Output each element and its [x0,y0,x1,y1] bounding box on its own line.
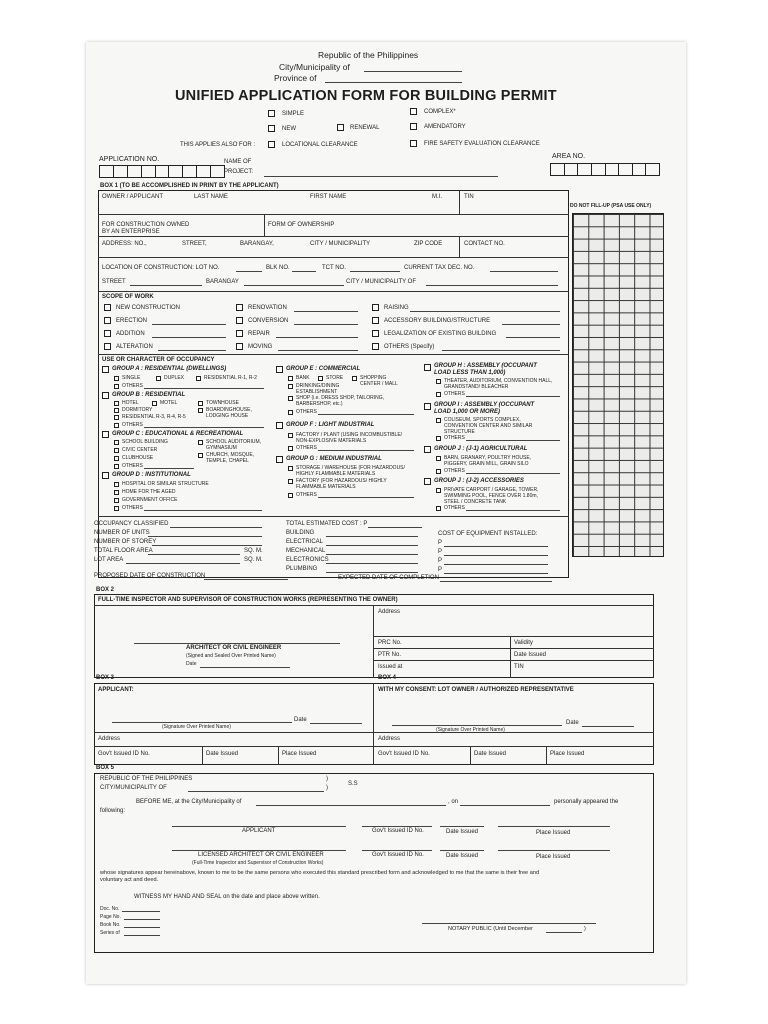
drinking-checkbox[interactable] [288,384,293,389]
box2-title: FULL-TIME INSPECTOR AND SUPERVISOR OF CONSTRUCTION WORKS (REPRESENTING THE OWNER) [98,597,398,603]
owner-address-label: Address [378,736,401,742]
locational-checkbox[interactable] [268,141,275,148]
complex-label: COMPLEX* [424,109,456,115]
psa-use-grid [572,213,664,557]
group-i-label: GROUP I : ASSEMBLY (OCCUPANT [434,402,535,408]
form-title: UNIFIED APPLICATION FORM FOR BUILDING PERMIT [175,88,557,104]
area-no-label: AREA NO. [552,153,586,160]
group-h-others-checkbox[interactable] [436,392,441,397]
occupancy-title: USE OR CHARACTER OF OCCUPANCY [102,357,215,363]
applicant-address-label: Address [98,736,121,742]
group-a-label: GROUP A : RESIDENTIAL (DWELLINGS) [112,366,227,372]
scope-raising-checkbox[interactable] [372,304,379,311]
permit-form-paper: Republic of the Philippines City/Municipality of Province of UNIFIED APPLICATION FORM FOR BUILDING PERMIT SIMPLE COMPLEX* NEW RENEWAL AMENDATORY THIS APPLIES ALSO FOR : LOCATIONAL CLEARANCE FIRE SAFETY EVALUATION CLEARANCE APPLICATION NO. NAME OF PROJECT: AREA NO. BOX 1 (TO BE ACCOMPLISHED IN PRINT BY THE APPLICANT) OWNER / APPLICANT LAST NAME FIRST NAME M.I. TIN FOR CONSTRUCTION OWNED BY AN ENTERPRISE FORM OF OWNERSHIP ADDRESS: NO., STREET, BARANGAY, CITY / MUNICIPALITY ZIP CODE CONTACT NO. LOCATION OF CONSTRUCTION: LOT NO. BLK NO. TCT NO. CURRENT TAX DEC. NO. STREET BARANGAY CITY / MUNICIPALITY OF SCOPE OF WORK NEW CONSTRUCTION ERECTION ADDITION ALTERATION RENOVATION CONVERSION REPAIR MOVING RAISING ACCESSORY BUILDING/STRUCTURE LEGALIZATION OF EXISTING BUILDING OTHERS (Specify) USE OR CHARACTER OF OCCUPANCY GROUP A : RESIDENTIAL (DWELLINGS) SINGLE DUPLEX RESIDENTIAL R-1, R-2 OTHERS GROUP B : RESIDENTIAL HOTEL MOTEL TOWNHOUSE DORMITORY BOARDINGHOUSE, LODGING HOUSE RESIDENTIAL R-3, R-4, R-5 OTHERS GROUP C : EDUCATIONAL & RECREATIONAL SCHOOL BUILDING SCHOOL AUDITORIUM, GYMNASIUM CIVIC CENTER CLUBHOUSE CHURCH, MOSQUE, TEMPLE, CHAPEL OTHERS GROUP D : INSTITUTIONAL HOSPITAL OR SIMILAR STRUCTURE HOME FOR THE AGED GOVERNMENT OFFICE OTHERS GROUP E : COMMERCIAL BANK STORE SHOPPING CENTER / MALL DRINKING/DINING ESTABLISHMENT SHOP (i.e. DRESS SHOP, TAILORING, BARBERSHOP, etc.) OTHERS GROUP F : LIGHT INDUSTRIAL FACTORY / PLANT (USING INCOMBUSTIBLE/ NON-EXPLOSIVE MATERIALS OTHERS GROUP G : MEDIUM INDUSTRIAL STORAGE / WAREHOUSE (FOR HAZARDOUS/ HIGHLY FLAMMABLE MATERIALS FACTORY (FOR HAZARDOUS/ HIGHLY FLAMMABLE MATERIALS OTHERS GROUP H : ASSEMBLY (OCCUPANT LOAD LESS THAN 1,000) THEATER, AUDITORIUM, CONVENTION HALL, GRANDSTAND/ BLEACHER OTHERS GROUP I : ASSEMBLY (OCCUPANT LOAD 1,000 OR MORE) COLISEUM, SPORTS COMPLEX, CONVENTION CENTER AND SIMILAR STRUCTURE OTHERS GROUP J : (J-1) AGRICULTURAL BARN, GRANARY, POULTRY HOUSE, PIGGERY, GRAIN MILL, GRAIN SILO OTHERS GROUP J : (J-2) ACCESSORIES PRIVATE CARPORT / GARAGE, TOWER, SWIMMING POOL, FENCE OVER 1.80m, STEEL / CONCRETE TANK OTHERS OCCUPANCY CLASSIFIED NUMBER OF UNITS NUMBER OF STOREY TOTAL FLOOR AREA SQ. M. LOT AREA SQ. M. PROPOSED DATE OF CONSTRUCTION TOTAL ESTIMATED COST : P BUILDING ELECTRICAL MECHANICAL ELECTRONICS PLUMBING COST OF EQUIPMENT INSTALLED: P P P P EXPECTED DATE OF COMPLETION DO NOT FILL-UP (PSA USE ONLY) BOX 2 FULL-TIME INSPECTOR AND SUPERVISOR OF CONSTRUCTION WORKS (REPRESENTING THE OWNER) Address ARCHITECT OR CIVIL ENGINEER (Signed and Sealed Over Printed Name) Date PRC No. Validity PTR No. Date Issued Issued at TIN BOX 3 BOX 4 APPLICANT: Date (Signature Over Printed Name) Address Address Gov't Issued ID No. Date Issued Place Issued WITH MY CONSENT: LOT OWNER / AUTHORIZED REPRESENTATIVE Date (Signature Over Printed Name) Gov't Issued ID No. Date Issued Place Issued BOX 5 REPUBLIC OF THE PHILIPPINES ) S.S CITY/MUNICIPALITY OF ) BEFORE ME, at the City/Municipality of , on personally appeared the following: APPLICANT Gov't Issued ID No. Date Issued Place Issued LICENSED ARCHITECT OR CIVIL ENGINEER (Full-Time Inspector and Supervisor of Construction Works) Gov't Issued ID No. Date Issued Place Issued whose signatures appear hereinabove, known to me to be the same persons who executed this standard prescribed form and acknowledged to me that the same is their free and voluntary act and deed. WITNESS MY HAND AND SEAL on the date and place above written. Doc. No. Page No. Book No. Series of NOTARY PUBLIC (Until December ) [86,42,686,984]
scope-addition-checkbox[interactable] [104,330,111,337]
scope-moving-checkbox[interactable] [236,343,243,350]
group-h-label: GROUP H : ASSEMBLY (OCCUPANT [434,363,537,369]
architect-label: ARCHITECT OR CIVIL ENGINEER [186,645,282,651]
group-g-others-checkbox[interactable] [288,493,293,498]
residential-r1-checkbox[interactable] [196,376,201,381]
mi-label: M.I. [432,194,442,200]
enterprise-label: FOR CONSTRUCTION OWNED [102,222,190,228]
box2-address-label: Address [378,609,401,615]
expected-date-label: EXPECTED DATE OF COMPLETION [338,575,439,581]
hospital-checkbox[interactable] [114,482,119,487]
book-no-label: Book No. [100,922,121,928]
psa-use-label: DO NOT FILL-UP (PSA USE ONLY) [570,203,652,209]
ptr-label: PTR No. [378,652,402,658]
proposed-date-label: PROPOSED DATE OF CONSTRUCTION [94,573,206,579]
applies-also-label: THIS APPLIES ALSO FOR : [180,142,256,148]
group-e-others-checkbox[interactable] [288,410,293,415]
complex-checkbox[interactable] [410,108,417,115]
group-d-checkbox[interactable] [102,472,109,479]
scope-alteration-checkbox[interactable] [104,343,111,350]
province-heading: Province of [274,73,317,83]
simple-checkbox[interactable] [268,110,275,117]
group-d-label: GROUP D : INSTITUTIONAL [112,472,191,478]
group-j2-others-checkbox[interactable] [436,506,441,511]
notary-republic-label: REPUBLIC OF THE PHILIPPINES [100,776,193,782]
group-c-others-checkbox[interactable] [114,464,119,469]
application-no-cells[interactable] [99,165,225,178]
notary-applicant-line[interactable] [172,826,346,827]
scope-others-checkbox[interactable] [372,343,379,350]
owner-signature-line[interactable] [392,725,562,726]
group-j1-label: GROUP J : (J-1) AGRICULTURAL [434,446,528,452]
box2-tin-label: TIN [514,664,524,670]
box5-label: BOX 5 [96,765,115,771]
notary-city-label: CITY/MUNICIPALITY OF [100,785,167,791]
coliseum-checkbox[interactable] [436,418,441,423]
fire-safety-label: FIRE SAFETY EVALUATION CLEARANCE [424,141,540,147]
group-f-label: GROUP F : LIGHT INDUSTRIAL [286,422,375,428]
group-f-others-checkbox[interactable] [288,446,293,451]
city-heading: City/Municipality of [279,62,350,72]
group-a-others-checkbox[interactable] [114,384,119,389]
scope-new-checkbox[interactable] [104,304,111,311]
scope-legalization-checkbox[interactable] [372,330,379,337]
group-b-others-checkbox[interactable] [114,423,119,428]
group-j2-checkbox[interactable] [424,478,431,485]
auditorium-checkbox[interactable] [198,440,203,445]
last-name-label: LAST NAME [194,194,228,200]
project-label: PROJECT: [224,169,254,175]
notary-public-label: NOTARY PUBLIC (Until December [448,926,533,932]
residential-r3-checkbox[interactable] [114,415,119,420]
group-j2-label: GROUP J : (J-2) ACCESSORIES [434,478,524,484]
amendatory-label: AMENDATORY [424,124,466,130]
townhouse-checkbox[interactable] [198,401,203,406]
scope-renovation-checkbox[interactable] [236,304,243,311]
acknowledgment-text: whose signatures appear hereinabove, known to me to be the same persons who executed this standard prescribed form and acknowledged to me that the same is their free and [100,870,540,876]
page-no-label: Page No. [100,914,121,920]
project-name-line[interactable] [264,176,498,177]
theater-checkbox[interactable] [436,379,441,384]
group-c-label: GROUP C : EDUCATIONAL & RECREATIONAL [112,431,244,437]
simple-label: SIMPLE [282,111,305,117]
group-e-label: GROUP E : COMMERCIAL [286,366,361,372]
group-g-label: GROUP G : MEDIUM INDUSTRIAL [286,456,382,462]
new-label: NEW [282,126,296,132]
notary-signature-line[interactable] [422,923,596,924]
witness-text: WITNESS MY HAND AND SEAL on the date and place above written. [134,894,320,900]
dormitory-checkbox[interactable] [114,408,119,413]
group-b-checkbox[interactable] [102,392,109,399]
total-cost-label: TOTAL ESTIMATED COST : P [286,521,368,527]
civic-center-checkbox[interactable] [114,448,119,453]
scope-title: SCOPE OF WORK [102,294,154,300]
architect-signature-line[interactable] [134,643,340,644]
gov-office-checkbox[interactable] [114,498,119,503]
consent-label: WITH MY CONSENT: LOT OWNER / AUTHORIZED REPRESENTATIVE [378,687,574,693]
renewal-label: RENEWAL [350,125,380,131]
owner-label: OWNER / APPLICANT [102,194,164,200]
owner-govid-label: Gov't Issued ID No. [378,751,430,757]
clubhouse-checkbox[interactable] [114,456,119,461]
group-f-checkbox[interactable] [276,422,283,429]
shop-checkbox[interactable] [288,396,293,401]
group-b-label: GROUP B : RESIDENTIAL [112,392,186,398]
store-checkbox[interactable] [318,376,323,381]
box1-title: BOX 1 (TO BE ACCOMPLISHED IN PRINT BY THE APPLICANT) [100,183,279,189]
group-h-checkbox[interactable] [424,364,431,371]
group-g-checkbox[interactable] [276,456,283,463]
barn-checkbox[interactable] [436,456,441,461]
group-d-others-checkbox[interactable] [114,506,119,511]
series-label: Series of [100,930,120,936]
applicant-label: APPLICANT: [98,687,134,693]
occ-classified-label: OCCUPANCY CLASSIFIED [94,521,169,527]
tin-label: TIN [464,194,474,200]
name-of-label: NAME OF [224,159,252,165]
motel-checkbox[interactable] [152,401,157,406]
group-e-checkbox[interactable] [276,366,283,373]
church-checkbox[interactable] [198,453,203,458]
group-i-others-checkbox[interactable] [436,436,441,441]
fire-safety-checkbox[interactable] [410,140,417,147]
contact-label: CONTACT NO. [464,241,505,247]
boarding-checkbox[interactable] [198,408,203,413]
renewal-checkbox[interactable] [337,124,344,131]
school-building-checkbox[interactable] [114,440,119,445]
validity-label: Validity [514,640,533,646]
scope-conversion-checkbox[interactable] [236,317,243,324]
area-no-cells[interactable] [550,163,660,176]
application-no-label: APPLICATION NO. [99,156,160,163]
box3-label: BOX 3 [96,675,115,681]
applicant-govid-label: Gov't Issued ID No. [98,751,150,757]
box2-date-issued-label: Date Issued [514,652,547,658]
group-a-checkbox[interactable] [102,366,109,373]
box2-label: BOX 2 [96,587,115,593]
group-j1-checkbox[interactable] [424,446,431,453]
group-c-checkbox[interactable] [102,431,109,438]
storage-checkbox[interactable] [288,466,293,471]
first-name-label: FIRST NAME [310,194,347,200]
new-checkbox[interactable] [268,125,275,132]
home-aged-checkbox[interactable] [114,490,119,495]
address-label: ADDRESS: NO., [102,241,147,247]
scope-repair-checkbox[interactable] [236,330,243,337]
location-label: LOCATION OF CONSTRUCTION: LOT NO. [102,265,220,271]
equipment-cost-label: COST OF EQUIPMENT INSTALLED: [438,531,538,537]
single-checkbox[interactable] [114,376,119,381]
applicant-signature-line[interactable] [112,722,292,723]
ss-label: S.S [348,781,358,787]
bank-checkbox[interactable] [288,376,293,381]
ownership-label: FORM OF OWNERSHIP [268,222,335,228]
carport-checkbox[interactable] [436,488,441,493]
box4-label: BOX 4 [378,675,397,681]
locational-label: LOCATIONAL CLEARANCE [282,142,358,148]
shopping-checkbox[interactable] [352,376,357,381]
factory-hazard-checkbox[interactable] [288,479,293,484]
issued-at-label: Issued at [378,664,403,670]
prc-label: PRC No. [378,640,402,646]
group-i-checkbox[interactable] [424,403,431,410]
group-j1-others-checkbox[interactable] [436,469,441,474]
before-me-text: BEFORE ME, at the City/Municipality of [136,799,242,805]
duplex-checkbox[interactable] [156,376,161,381]
notary-engineer-line[interactable] [172,850,346,851]
amendatory-checkbox[interactable] [410,123,417,130]
doc-no-label: Doc. No. [100,906,120,912]
factory-plant-checkbox[interactable] [288,433,293,438]
hotel-checkbox[interactable] [114,401,119,406]
scope-accessory-checkbox[interactable] [372,317,379,324]
republic-heading: Republic of the Philippines [318,50,419,60]
scope-erection-checkbox[interactable] [104,317,111,324]
